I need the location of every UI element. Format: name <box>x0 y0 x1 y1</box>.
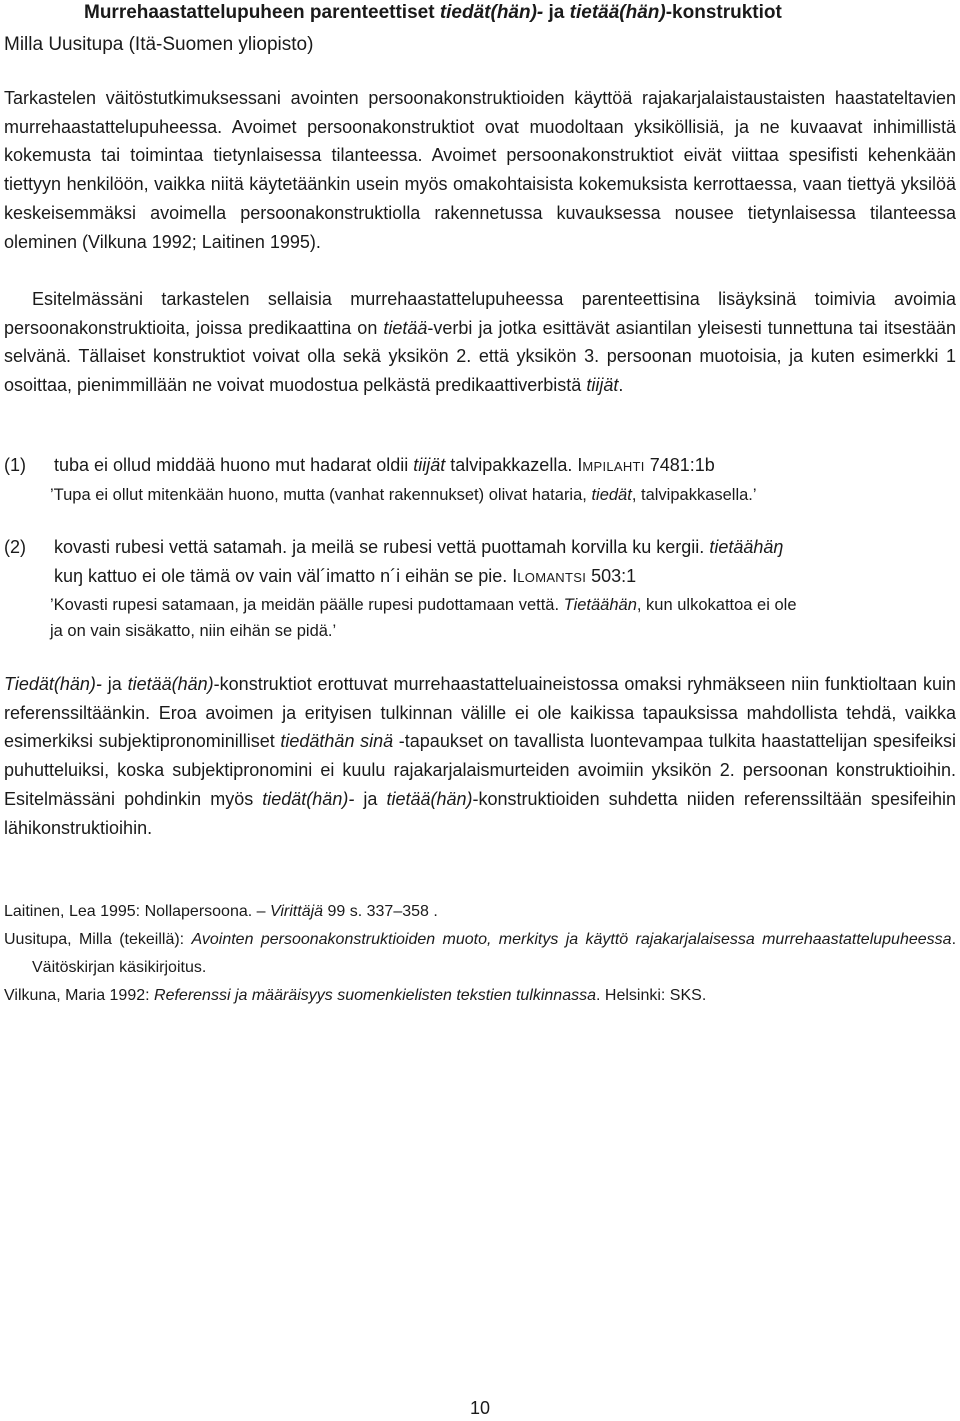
reference-item: Vilkuna, Maria 1992: Referenssi ja määräisyys suomenkielisten tekstien tulkinnassa. Helsinki: SKS. <box>4 987 707 1004</box>
example-number: (2) <box>4 537 26 557</box>
example-translation: ’Kovasti rupesi satamaan, ja meidän päälle rupesi pudottamaan vettä. Tietäähän, kun ulkokattoa ei ole <box>50 596 797 614</box>
title-part-italic: tiedät(hän)- <box>439 2 544 23</box>
paragraph-2: Esitelmässäni tarkastelen sellaisia murrehaastattelupuheessa parenteettisina lisäyksinä toimivia avoimia persoonakonstruktioita, joissa predikaattina on tietää-verbi ja jotka esittävät asiantilan yleisesti tunnettuna tai itsestään selvänä. Tällaiset konstruktiot voivat olla sekä yksikön 2. että yksikön 3. persoonan muotoisia, ja kuten esimerkki 1 osoittaa, pienimmillään ne voivat muodostua pelkästä predikaattiverbistä tiijät. <box>4 289 956 396</box>
example-translation: ja on vain sisäkatto, niin eihän se pidä.’ <box>50 622 337 640</box>
example-translation: ’Tupa ei ollut mitenkään huono, mutta (vanhat rakennukset) olivat hataria, tiedät, talvipakkasella.’ <box>50 486 757 504</box>
page-number: 10 <box>469 1398 491 1418</box>
title-part: -konstruktiot <box>665 2 782 23</box>
example-number: (1) <box>4 455 26 475</box>
reference-item: Laitinen, Lea 1995: Nollapersoona. – Virittäjä 99 s. 337–358 . <box>4 903 438 920</box>
reference-item: Uusitupa, Milla (tekeillä): Avointen persoonakonstruktioiden muoto, merkitys ja käyttö rajakarjalaisessa murrehaastattelupuheessa. Väitöskirjan käsikirjoitus. <box>4 931 957 976</box>
example-line: kovasti rubesi vettä satamah. ja meilä se rubesi vettä puottamah korvilla ku kergii. tietäähäŋ <box>54 537 784 557</box>
author-line: Milla Uusitupa (Itä-Suomen yliopisto) <box>4 34 314 55</box>
example-line: tuba ei ollud middää huono mut hadarat oldii tiijät talvipakkazella. IMPILAHTI 7481:1b <box>54 455 715 475</box>
paragraph-1: Tarkastelen väitöstutkimuksessani avointen persoonakonstruktioiden käyttöä rajakarjalaistaustaisten haastateltavien murrehaastattelupuheessa. Avoimet persoonakonstruktiot ovat muodoltaan yksiköllisiä, ja ne kuvaavat inhimillistä kokemusta tai toimintaa tietynlaisessa tilanteessa. Avoimet persoonakonstruktiot eivät viittaa spesifisti kehenkään tiettyyn henkilöön, vaikka niitä käytetäänkin usein myös omakohtaisista kokemuksista kerrottaessa, vaan tiettyä yksilöä keskeisemmäksi avoimella persoonakonstruktiolla rakennetussa kuvauksessa nousee tietynlaisessa tilanteessa oleminen (Vilkuna 1992; Laitinen 1995). <box>4 88 956 252</box>
title-part-italic: tietää(hän) <box>569 2 666 23</box>
paragraph-3: Tiedät(hän)- ja tietää(hän)-konstruktiot erottuvat murrehaastatteluaineistossa omaksi ryhmäkseen niin funktioltaan kuin referenssiltäänkin. Eroa avoimen ja erityisen tulkinnan välille ei ole kaikissa tapauksissa mahdollista tehdä, vaikka esimerkiksi subjektipronominilliset tiedäthän sinä -tapaukset on tavallista luontevampaa tulkita haastattelijan spesifeiksi puhutteluiksi, koska subjektipronomini ei kuulu rajakarjalaismurteiden avoimiin yksikön 2. persoonan konstruktioihin. Esitelmässäni pohdinkin myös tiedät(hän)- ja tietää(hän)-konstruktioiden suhdetta niiden referenssiltään spesifeihin lähikonstruktioihin. <box>4 674 956 838</box>
example-line: kuŋ kattuo ei ole tämä ov vain väl´imatto n´i eihän se pie. ILOMANTSI 503:1 <box>54 566 637 586</box>
title-part: Murrehaastattelupuheen parenteettiset <box>84 2 440 23</box>
document-title <box>84 2 782 24</box>
title-part: ja <box>543 2 570 23</box>
references <box>4 898 956 1010</box>
